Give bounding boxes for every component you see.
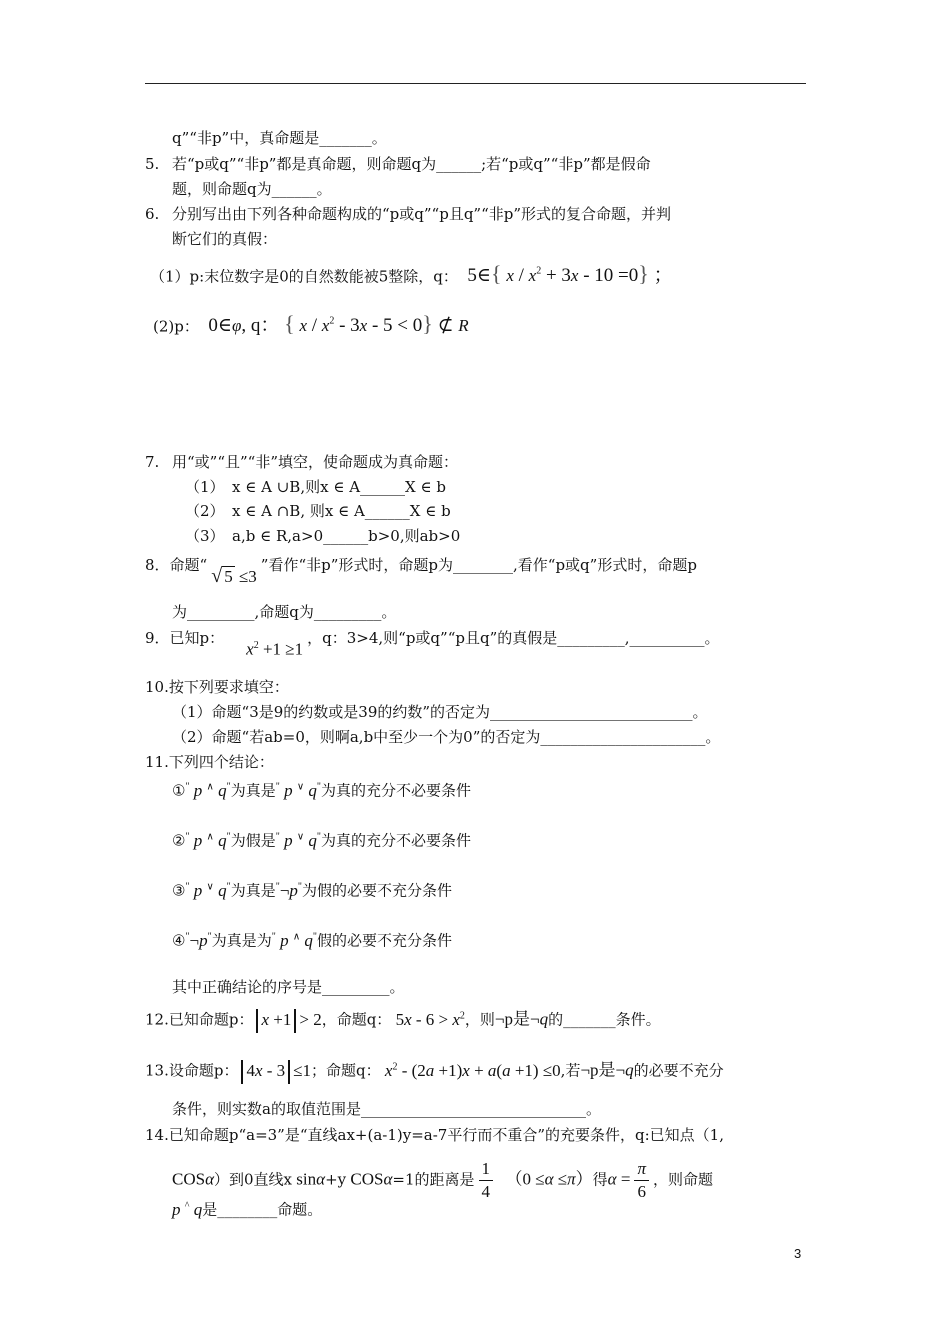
q6-part1-text: （1）p:末位数字是0的自然数能被5整除，q： (150, 267, 458, 286)
q7-part3: （3） a,b ∈ R,a>0______b>0,则ab>0 (185, 527, 461, 545)
q8-line-a (145, 555, 697, 587)
q11-item3-formula-a: " p ∨ q" (185, 880, 231, 900)
q13-mid2: ,若 (560, 1061, 581, 1080)
q11-item3-mid: 为真是 (230, 881, 276, 900)
q14-text-5: ，则命题 (652, 1170, 713, 1189)
q6-text-b: 断它们的真假： (172, 230, 278, 248)
q14-fraction-pi6: $\frac{\pi}{6}$ (634, 1158, 649, 1203)
q6-text-a: 分别写出由下列各种命题构成的“p或q”“p且q”“非p”形式的复合命题，并判 (172, 205, 672, 223)
q14-text-1: ）到0直线x (214, 1170, 293, 1189)
q11-item3-end: 为假的必要不充分条件 (302, 881, 453, 900)
q6-part1-formula: 5∈{ $x / x^2 + 3x - 10 =0$} ； (462, 261, 673, 287)
q11-item1-formula-a: " p ∧ q" (185, 780, 231, 800)
q14-line-c (172, 1196, 322, 1220)
q11-item1 (172, 777, 471, 801)
q11-item2-formula-b: " p ∨ q" (275, 830, 321, 850)
q12-mid: ，命题q： (321, 1010, 392, 1029)
q7-text: 用“或”“且”“非”填空，使命题成为真命题： (172, 453, 459, 471)
q12-formula-p: x +1 > 2 (253, 1010, 321, 1029)
q11-item2-marker: ② (172, 831, 186, 850)
q10-title: 10.按下列要求填空： (145, 678, 289, 696)
q11-item2-formula-a: " p ∧ q" (185, 830, 231, 850)
q13-line-a (145, 1057, 724, 1084)
q11-item4 (172, 927, 452, 951)
q12-formula-q: $5x - 6 > x^2$ (391, 1009, 465, 1029)
q6-part2 (153, 312, 469, 336)
q11-item1-formula-b: " p ∨ q" (275, 780, 321, 800)
q7-number: 7. (145, 453, 160, 471)
q9-suffix: ，q：3>4,则“p或q”“p且q”的真假是_________,__________。 (307, 629, 720, 647)
q11-item4-formula-a: "¬p" (185, 930, 212, 950)
q6-part2-text: (2)p： (153, 317, 199, 336)
q12-formula-neg: ¬p是¬q (494, 1009, 549, 1029)
page-number: 3 (794, 1246, 802, 1261)
q11-item2 (172, 827, 471, 851)
q7-part1: （1） x ∈ A ∪B,则x ∈ A______X ∈ b (185, 478, 446, 496)
q11-item4-mid: 为真是为 (211, 931, 272, 950)
q13-prefix: 13.设命题p： (145, 1061, 239, 1080)
q13-suffix: 的必要不充分 (633, 1061, 724, 1080)
q12-line (145, 1006, 661, 1033)
q8-formula: √ 5 ≤3 (211, 565, 257, 587)
q11-item1-mid: 为真是 (230, 781, 276, 800)
q8-prefix: 8．命题“ (145, 556, 208, 574)
q10-part2: （2）命题“若ab=0，则啊a,b中至少一个为0”的否定为______________________。 (172, 728, 721, 746)
q14-text-2: +y (325, 1170, 347, 1189)
q14-cos: COSα (172, 1169, 215, 1189)
q9-prefix: 9．已知p： (145, 629, 225, 647)
q13-formula-neg: ¬p是¬q (580, 1060, 634, 1080)
q11-title: 11.下列四个结论： (145, 753, 274, 771)
q14-text-6: 是________命题。 (202, 1200, 323, 1219)
q13-mid: ；命题q： (311, 1061, 381, 1080)
q14-alpha-eq: α = (607, 1169, 631, 1189)
q14-range: （0 ≤α ≤π） (497, 1169, 593, 1189)
q6-part1 (150, 262, 673, 286)
q11-item1-end: 为真的充分不必要条件 (321, 781, 472, 800)
q7-part2: （2） x ∈ A ∩B, 则x ∈ A______X ∈ b (185, 502, 451, 520)
q5-text-a: 若“p或q”“非p”都是真命题，则命题q为______;若“p或q”“非p”都是假命 (172, 155, 651, 173)
q11-item3-formula-b: "¬p" (275, 880, 303, 900)
q12-prefix: 12.已知命题p： (145, 1010, 254, 1029)
q14-text-3: =1的距离是 (392, 1170, 475, 1189)
q8-line-b: 为_________,命题q为_________。 (172, 603, 397, 621)
q14-fraction-quarter: $\frac{1}{4}$ (479, 1158, 494, 1203)
q14-text-4: 得 (592, 1170, 608, 1189)
q14-cos2: COSα (346, 1169, 393, 1189)
q14-line-a: 14.已知命题p“a=3”是“直线ax+(a-1)y=a-7平行而不重合”的充要条件，q:已知点（1, (145, 1126, 724, 1144)
q11-item2-end: 为真的充分不必要条件 (321, 831, 472, 850)
q13-formula-p: 4x - 3 ≤1 (238, 1061, 311, 1080)
q14-formula-pq: p ^ q (172, 1199, 203, 1219)
q6-part2-formula: 0∈φ, q： { $x / x^2 - 3x - 5 < 0$} ⊄ R (203, 311, 469, 337)
q13-formula-q: $x^2 - (2a +1)x + a(a +1) \le 0$ (384, 1060, 561, 1080)
q11-item4-end: 假的必要不充分条件 (317, 931, 453, 950)
q6-number: 6. (145, 205, 160, 223)
q13-line-b: 条件，则实数a的取值范围是______________________________。 (172, 1100, 601, 1118)
q5-text-b: 题，则命题q为______。 (172, 180, 332, 198)
q11-item3 (172, 877, 452, 901)
q11-item2-mid: 为假是 (230, 831, 276, 850)
q9-line (145, 628, 720, 660)
q11-item4-marker: ④ (172, 931, 186, 950)
q11-item1-marker: ① (172, 781, 186, 800)
q9-formula: $x^2 +1 \ge 1$ (246, 640, 304, 659)
header-rule (145, 83, 806, 84)
continued-line: q”“非p”中，真命题是_______。 (172, 129, 387, 147)
q5-number: 5. (145, 155, 160, 173)
q12-suffix: 的_______条件。 (548, 1010, 661, 1029)
q12-mid2: ，则 (464, 1010, 495, 1029)
q8-suffix: ”看作“非p”形式时，命题p为________,看作“p或q”形式时，命题p (260, 556, 697, 574)
q11-item4-formula-b: " p ∧ q" (271, 930, 318, 950)
q11-answer-line: 其中正确结论的序号是_________。 (172, 978, 405, 996)
q11-item3-marker: ③ (172, 881, 186, 900)
q14-sin: sinα (292, 1169, 326, 1189)
q10-part1: （1）命题“3是9的约数或是39的约数”的否定为___________________________。 (172, 703, 708, 721)
